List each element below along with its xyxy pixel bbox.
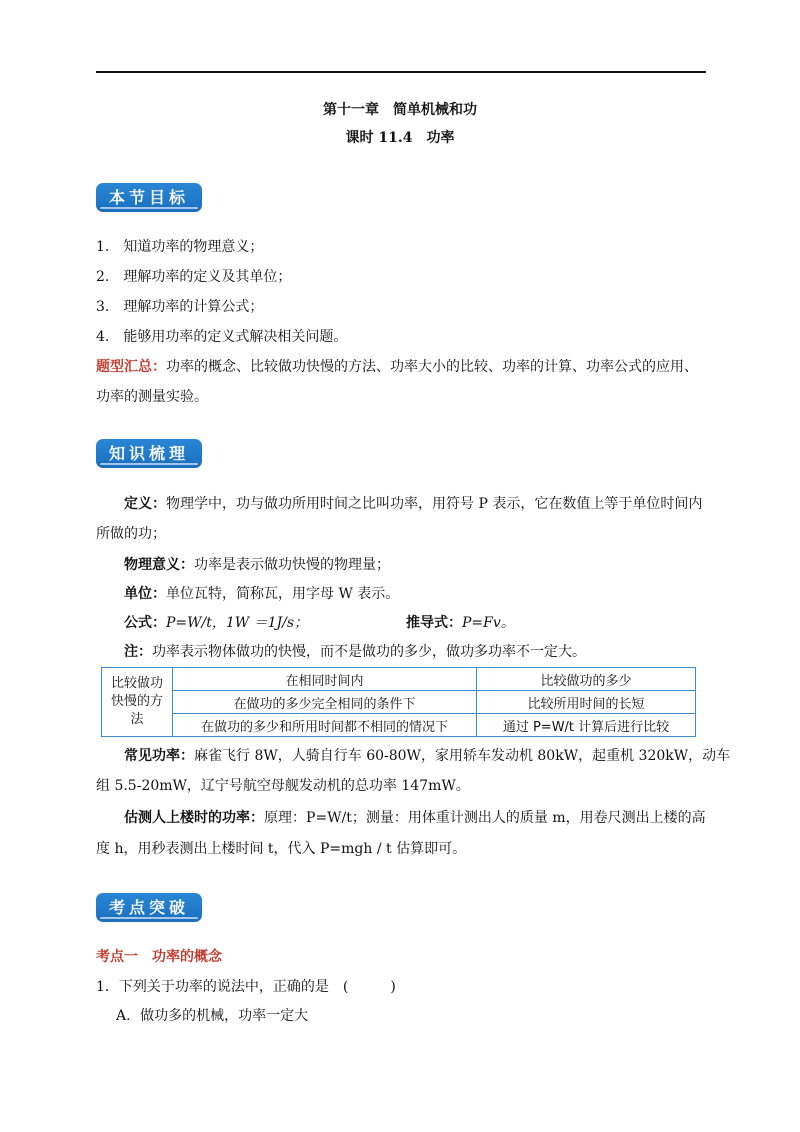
summary-label: 题型汇总： <box>96 359 166 375</box>
knowledge-badge: 知识梳理 <box>96 439 202 468</box>
table-cell: 在相同时间内 <box>173 668 477 691</box>
goal-item: 1. 知道功率的物理意义； <box>96 239 264 255</box>
note-text: 功率表示物体做功的快慢，而不是做功的多少，做功多功率不一定大。 <box>152 644 586 660</box>
meaning-line <box>124 554 708 574</box>
unit-text: 单位瓦特，简称瓦，用字母 W 表示。 <box>166 586 400 602</box>
exam-badge: 考点突破 <box>96 893 202 922</box>
common-power-line <box>124 745 731 765</box>
option-a[interactable]: A．做功多的机械，功率一定大 <box>116 1008 309 1024</box>
goal-item: 4. 能够用功率的定义式解决相关问题。 <box>96 329 348 345</box>
table-row <box>102 714 696 737</box>
table-cell: 在做功的多少完全相同的条件下 <box>173 691 477 714</box>
derived-text: P=Fv。 <box>462 615 515 631</box>
definition-text: 物理学中，功与做功所用时间之比叫功率，用符号 P 表示，它在数值上等于单位时间内 <box>166 496 703 512</box>
goal-item: 3. 理解功率的计算公式； <box>96 299 264 315</box>
estimate-text: 原理：P=W/t；测量：用体重计测出人的质量 m，用卷尺测出上楼的高 <box>264 810 706 826</box>
definition-line <box>124 493 708 513</box>
top-rule <box>96 71 706 73</box>
table-cell: 通过 P=W/t 计算后进行比较 <box>477 714 696 737</box>
summary-line-2: 功率的测量实验。 <box>96 389 208 405</box>
question-text: 1．下列关于功率的说法中，正确的是 ( ) <box>96 979 396 995</box>
table-cell: 比较所用时间的长短 <box>477 691 696 714</box>
note-label: 注： <box>124 644 152 660</box>
definition-line-2: 所做的功； <box>96 526 166 542</box>
lesson-title: 课时 11.4 功率 <box>345 130 455 146</box>
comparison-table <box>101 667 696 737</box>
goals-badge: 本节目标 <box>96 183 202 212</box>
derived-label: 推导式： <box>406 615 462 631</box>
estimate-label: 估测人上楼时的功率： <box>124 810 264 826</box>
unit-line <box>124 583 708 603</box>
table-row <box>102 691 696 714</box>
chapter-title: 第十一章 简单机械和功 <box>323 102 477 118</box>
formula-text: P=W/t，1W ＝1J/s； <box>166 615 309 631</box>
goal-item: 2. 理解功率的定义及其单位； <box>96 269 292 285</box>
estimate-line <box>124 807 708 827</box>
common-label: 常见功率： <box>124 748 194 764</box>
unit-label: 单位： <box>124 586 166 602</box>
summary-text: 功率的概念、比较做功快慢的方法、功率大小的比较、功率的计算、功率公式的应用、 <box>166 359 698 375</box>
definition-label: 定义： <box>124 496 166 512</box>
table-cell: 在做功的多少和所用时间都不相同的情况下 <box>173 714 477 737</box>
formula-label: 公式： <box>124 615 166 631</box>
table-cell: 比较做功的多少 <box>477 668 696 691</box>
common-power-line-2: 组 5.5-20mW，辽宁号航空母舰发动机的总功率 147mW。 <box>96 778 470 794</box>
note-line <box>124 641 708 661</box>
table-row <box>102 668 696 691</box>
derived-formula-line <box>406 612 706 632</box>
meaning-label: 物理意义： <box>124 557 194 573</box>
common-text: 麻雀飞行 8W，人骑自行车 60-80W，家用轿车发动机 80kW，起重机 320kW，动车 <box>194 748 731 764</box>
estimate-line-2: 度 h，用秒表测出上楼时间 t，代入 P=mgh / t 估算即可。 <box>96 841 467 857</box>
table-row-header: 比较做功快慢的方法 <box>102 668 173 737</box>
summary-line <box>96 356 708 376</box>
exam-point-title: 考点一 功率的概念 <box>96 949 222 965</box>
meaning-text: 功率是表示做功快慢的物理量； <box>194 557 390 573</box>
